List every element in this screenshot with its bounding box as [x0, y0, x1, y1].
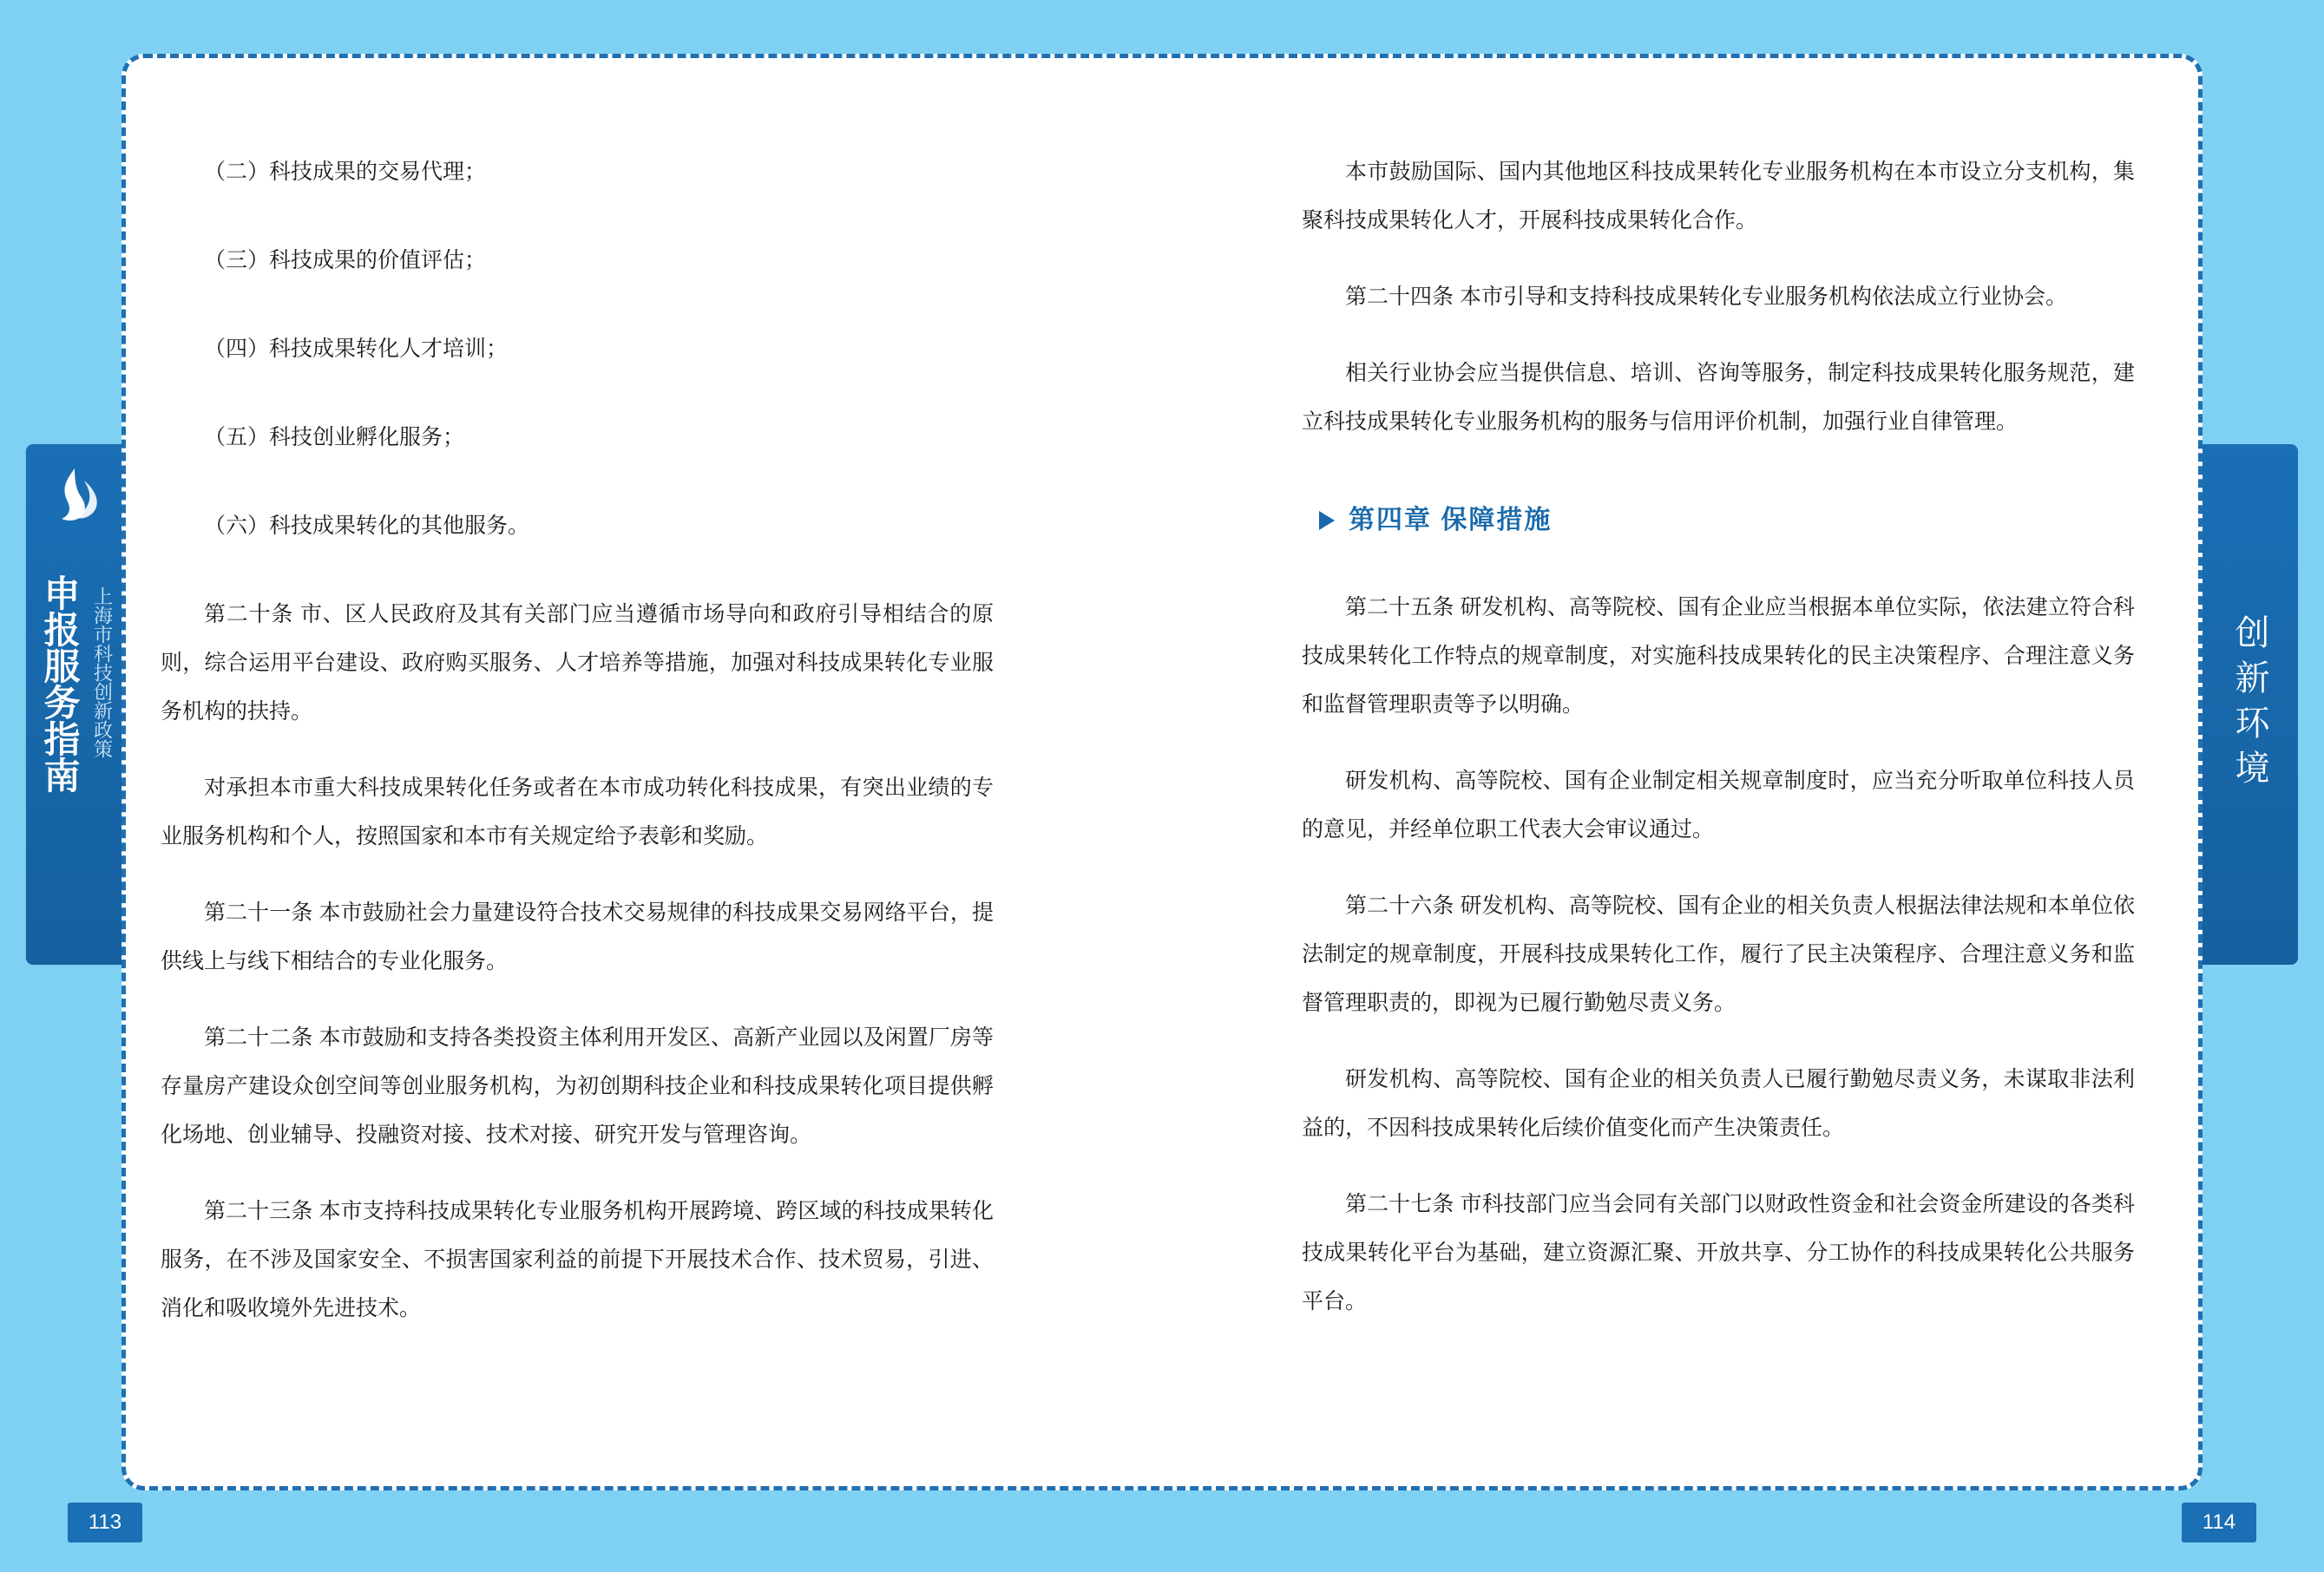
body-paragraph: 对承担本市重大科技成果转化任务或者在本市成功转化科技成果，有突出业绩的专业服务机构和个人，按照国家和本市有关规定给予表彰和奖励。: [161, 776, 994, 848]
body-paragraph: 本市鼓励国际、国内其他地区科技成果转化专业服务机构在本市设立分支机构，集聚科技成果转化人才，开展科技成果转化合作。: [1302, 160, 2135, 233]
body-paragraph: 研发机构、高等院校、国有企业制定相关规章制度时，应当充分听取单位科技人员的意见，并经单位职工代表大会审议通过。: [1302, 769, 2135, 842]
list-item: （五）科技创业孵化服务；: [204, 425, 465, 449]
left-page-column: [161, 147, 994, 1360]
shanghai-sti-logo: [26, 463, 123, 531]
page-number-left: 113: [68, 1503, 142, 1543]
body-paragraph: 第二十四条 本市引导和支持科技成果转化专业服务机构依法成立行业协会。: [1345, 285, 2067, 309]
right-tab-title: 创新环境: [2230, 614, 2268, 795]
body-paragraph: 第二十六条 研发机构、高等院校、国有企业的相关负责人根据法律法规和本单位依法制定的规章制度，开展科技成果转化工作，履行了民主决策程序、合理注意义务和监督管理职责的，即视为已履行勤勉尽责义务。: [1302, 894, 2135, 1015]
list-item: （二）科技成果的交易代理；: [204, 160, 487, 184]
body-paragraph: 第二十五条 研发机构、高等院校、国有企业应当根据本单位实际，依法建立符合科技成果转化工作特点的规章制度，对实施科技成果转化的民主决策程序、合理注意义务和监督管理职责等予以明确。: [1302, 595, 2135, 717]
left-tab-title: 申报服务指南: [39, 574, 81, 793]
left-side-tab: [26, 444, 123, 965]
body-paragraph: 第二十七条 市科技部门应当会同有关部门以财政性资金和社会资金所建设的各类科技成果转化平台为基础，建立资源汇聚、开放共享、分工协作的科技成果转化公共服务平台。: [1302, 1192, 2135, 1313]
list-item: （三）科技成果的价值评估；: [204, 248, 487, 272]
left-tab-title-wrap: [26, 574, 123, 793]
body-paragraph: 第二十三条 本市支持科技成果转化专业服务机构开展跨境、跨区域的科技成果转化服务，在不涉及国家安全、不损害国家利益的前提下开展技术合作、技术贸易，引进、消化和吸收境外先进技术。: [161, 1199, 994, 1320]
triangle-bullet-icon: [1319, 511, 1335, 530]
page-number-right: 114: [2182, 1503, 2256, 1543]
right-side-tab: [2201, 444, 2298, 965]
right-page-column: [1302, 147, 2135, 1353]
body-paragraph: 第二十一条 本市鼓励社会力量建设符合技术交易规律的科技成果交易网络平台，提供线上与线下相结合的专业化服务。: [161, 901, 994, 973]
chapter-heading-label: 第四章 保障措施: [1349, 506, 1553, 534]
chapter-heading: [1302, 496, 2135, 545]
body-paragraph: 研发机构、高等院校、国有企业的相关负责人已履行勤勉尽责义务，未谋取非法利益的，不因科技成果转化后续价值变化而产生决策责任。: [1302, 1067, 2135, 1140]
left-tab-subtitle: 上海市科技创新政策: [91, 586, 114, 758]
body-paragraph: 相关行业协会应当提供信息、培训、咨询等服务，制定科技成果转化服务规范，建立科技成果转化专业服务机构的服务与信用评价机制，加强行业自律管理。: [1302, 361, 2135, 434]
body-paragraph: 第二十二条 本市鼓励和支持各类投资主体利用开发区、高新产业园以及闲置厂房等存量房产建设众创空间等创业服务机构，为初创期科技企业和科技成果转化项目提供孵化场地、创业辅导、投融资对接、技术对接、研究开发与管理咨询。: [161, 1025, 994, 1147]
body-paragraph: 第二十条 市、区人民政府及其有关部门应当遵循市场导向和政府引导相结合的原则，综合运用平台建设、政府购买服务、人才培养等措施，加强对科技成果转化专业服务机构的扶持。: [161, 602, 994, 724]
list-item: （六）科技成果转化的其他服务。: [204, 514, 530, 538]
list-item: （四）科技成果转化人才培训；: [204, 337, 509, 361]
